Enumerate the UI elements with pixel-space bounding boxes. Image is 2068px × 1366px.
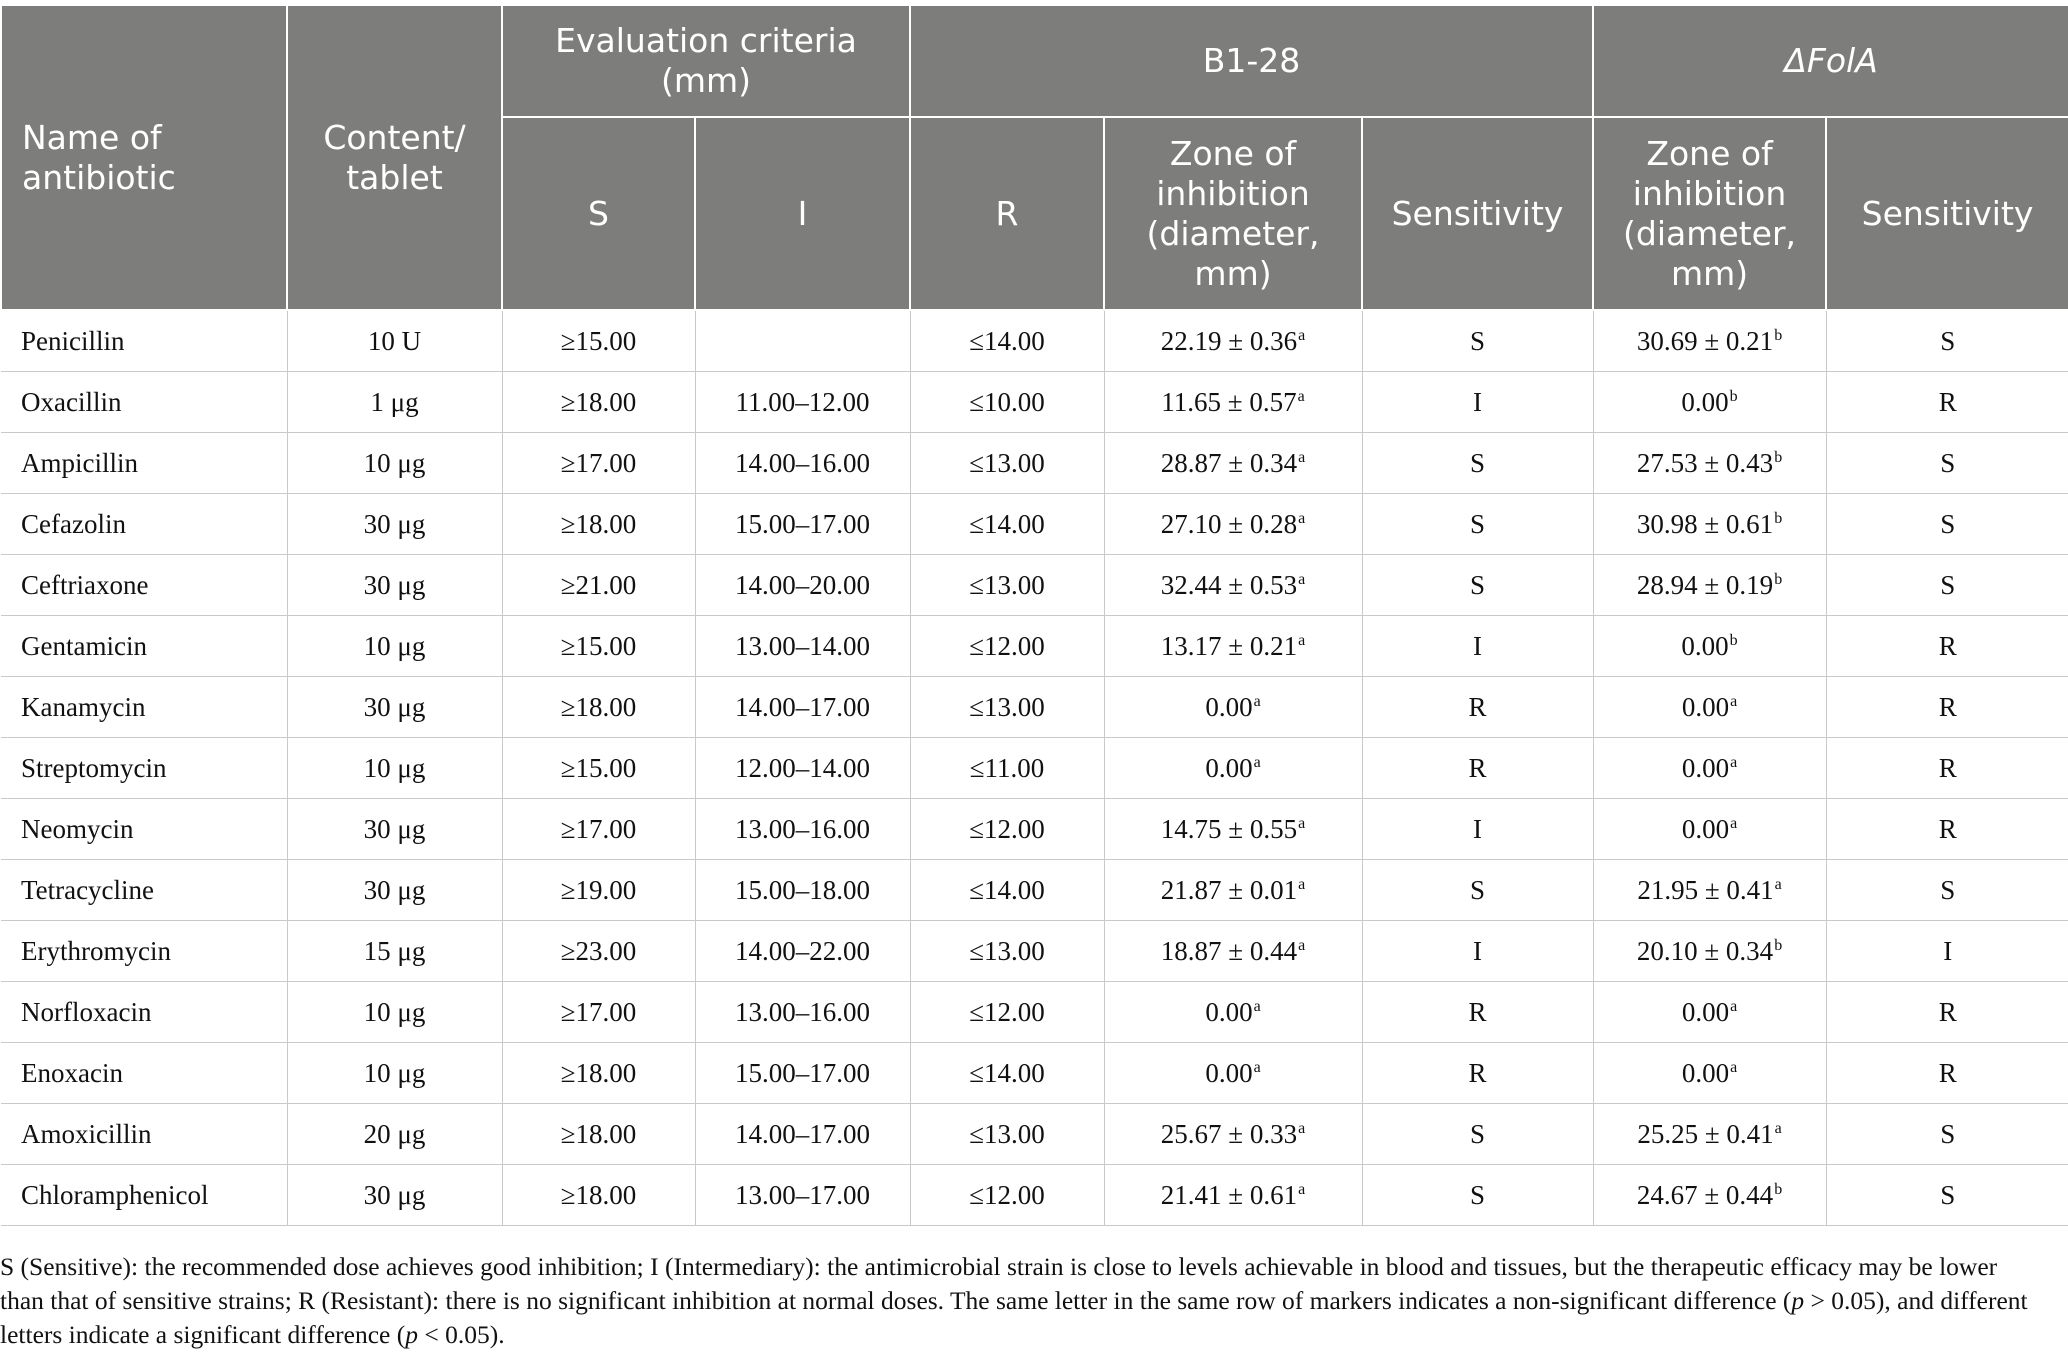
- header-evaluation-criteria: Evaluation criteria (mm): [502, 5, 910, 117]
- significance-letter: a: [1730, 753, 1738, 771]
- cell-content: 10 μg: [287, 616, 502, 677]
- significance-letter: b: [1729, 387, 1738, 405]
- cell-fola-sensitivity: R: [1826, 372, 2068, 433]
- cell-content: 1 μg: [287, 372, 502, 433]
- significance-letter: b: [1774, 570, 1783, 588]
- table-row: [1, 738, 2068, 799]
- cell-content: 30 μg: [287, 555, 502, 616]
- cell-antibiotic-name: Erythromycin: [1, 921, 287, 982]
- cell-fola-sensitivity: S: [1826, 310, 2068, 372]
- table-row: [1, 860, 2068, 921]
- significance-letter: a: [1730, 814, 1738, 832]
- cell-criteria-s: ≥18.00: [502, 1165, 695, 1226]
- cell-fola-sensitivity: R: [1826, 982, 2068, 1043]
- table-row: [1, 616, 2068, 677]
- cell-antibiotic-name: Enoxacin: [1, 1043, 287, 1104]
- cell-b1-28-zone: 0.00$^a$: [1104, 738, 1362, 799]
- cell-b1-28-sensitivity: S: [1362, 494, 1593, 555]
- significance-letter: a: [1774, 875, 1782, 893]
- cell-antibiotic-name: Penicillin: [1, 310, 287, 372]
- significance-letter: a: [1298, 326, 1306, 344]
- cell-criteria-r: ≤13.00: [910, 677, 1104, 738]
- significance-letter: a: [1730, 1058, 1738, 1076]
- cell-antibiotic-name: Ampicillin: [1, 433, 287, 494]
- cell-antibiotic-name: Ceftriaxone: [1, 555, 287, 616]
- cell-criteria-r: ≤14.00: [910, 1043, 1104, 1104]
- table-row: [1, 982, 2068, 1043]
- cell-b1-28-sensitivity: I: [1362, 372, 1593, 433]
- cell-antibiotic-name: Kanamycin: [1, 677, 287, 738]
- cell-antibiotic-name: Oxacillin: [1, 372, 287, 433]
- header-fola-zone: Zone of inhibition (diameter, mm): [1593, 117, 1826, 310]
- header-b1-28: B1-28: [910, 5, 1593, 117]
- cell-criteria-i: 13.00–16.00: [695, 982, 910, 1043]
- cell-criteria-s: ≥15.00: [502, 616, 695, 677]
- table-row: [1, 1104, 2068, 1165]
- cell-criteria-s: ≥19.00: [502, 860, 695, 921]
- cell-b1-28-zone: 18.87 ± 0.44$^a$: [1104, 921, 1362, 982]
- cell-criteria-s: ≥23.00: [502, 921, 695, 982]
- cell-fola-zone: 27.53 ± 0.43$^b$: [1593, 433, 1826, 494]
- header-i: I: [695, 117, 910, 310]
- cell-antibiotic-name: Norfloxacin: [1, 982, 287, 1043]
- cell-b1-28-sensitivity: S: [1362, 1104, 1593, 1165]
- significance-letter: a: [1298, 875, 1306, 893]
- cell-fola-sensitivity: S: [1826, 433, 2068, 494]
- cell-b1-28-zone: 14.75 ± 0.55$^a$: [1104, 799, 1362, 860]
- cell-fola-sensitivity: S: [1826, 1165, 2068, 1226]
- cell-criteria-i: 14.00–20.00: [695, 555, 910, 616]
- cell-b1-28-zone: 0.00$^a$: [1104, 677, 1362, 738]
- cell-criteria-s: ≥15.00: [502, 738, 695, 799]
- cell-fola-sensitivity: R: [1826, 1043, 2068, 1104]
- significance-letter: a: [1298, 1119, 1306, 1137]
- header-content-per-tablet: Content/ tablet: [287, 5, 502, 310]
- cell-criteria-r: ≤14.00: [910, 860, 1104, 921]
- cell-criteria-i: 13.00–16.00: [695, 799, 910, 860]
- cell-criteria-s: ≥21.00: [502, 555, 695, 616]
- header-fola-sensitivity: Sensitivity: [1826, 117, 2068, 310]
- cell-criteria-i: 14.00–17.00: [695, 1104, 910, 1165]
- significance-letter: a: [1298, 631, 1306, 649]
- antibiotic-sensitivity-table: [0, 4, 2068, 1226]
- cell-criteria-s: ≥17.00: [502, 799, 695, 860]
- cell-criteria-i: 15.00–17.00: [695, 1043, 910, 1104]
- cell-content: 15 μg: [287, 921, 502, 982]
- cell-criteria-i: 14.00–17.00: [695, 677, 910, 738]
- significance-letter: b: [1774, 1180, 1783, 1198]
- cell-criteria-r: ≤13.00: [910, 433, 1104, 494]
- significance-letter: a: [1298, 509, 1306, 527]
- cell-antibiotic-name: Tetracycline: [1, 860, 287, 921]
- cell-criteria-s: ≥18.00: [502, 677, 695, 738]
- cell-content: 30 μg: [287, 860, 502, 921]
- cell-b1-28-zone: 25.67 ± 0.33$^a$: [1104, 1104, 1362, 1165]
- cell-b1-28-zone: 0.00$^a$: [1104, 982, 1362, 1043]
- cell-b1-28-zone: 28.87 ± 0.34$^a$: [1104, 433, 1362, 494]
- cell-criteria-i: [695, 310, 910, 372]
- cell-fola-zone: 0.00$^a$: [1593, 738, 1826, 799]
- cell-fola-zone: 28.94 ± 0.19$^b$: [1593, 555, 1826, 616]
- cell-fola-sensitivity: S: [1826, 1104, 2068, 1165]
- cell-content: 20 μg: [287, 1104, 502, 1165]
- cell-criteria-r: ≤11.00: [910, 738, 1104, 799]
- cell-fola-sensitivity: R: [1826, 616, 2068, 677]
- significance-letter: a: [1253, 1058, 1261, 1076]
- cell-criteria-i: 12.00–14.00: [695, 738, 910, 799]
- cell-antibiotic-name: Neomycin: [1, 799, 287, 860]
- significance-letter: a: [1297, 387, 1305, 405]
- cell-fola-zone: 0.00$^b$: [1593, 372, 1826, 433]
- cell-fola-sensitivity: R: [1826, 738, 2068, 799]
- header-s: S: [502, 117, 695, 310]
- cell-criteria-r: ≤12.00: [910, 799, 1104, 860]
- cell-criteria-i: 14.00–16.00: [695, 433, 910, 494]
- cell-content: 30 μg: [287, 494, 502, 555]
- cell-fola-zone: 20.10 ± 0.34$^b$: [1593, 921, 1826, 982]
- significance-letter: b: [1729, 631, 1738, 649]
- cell-criteria-s: ≥17.00: [502, 433, 695, 494]
- significance-letter: a: [1730, 997, 1738, 1015]
- cell-fola-zone: 0.00$^a$: [1593, 1043, 1826, 1104]
- table-row: [1, 921, 2068, 982]
- table-row: [1, 372, 2068, 433]
- cell-fola-zone: 25.25 ± 0.41$^a$: [1593, 1104, 1826, 1165]
- cell-criteria-r: ≤12.00: [910, 982, 1104, 1043]
- cell-b1-28-sensitivity: R: [1362, 738, 1593, 799]
- cell-criteria-r: ≤12.00: [910, 1165, 1104, 1226]
- header-fola: ΔFolA: [1593, 5, 2068, 117]
- significance-letter: a: [1774, 1119, 1782, 1137]
- cell-b1-28-sensitivity: I: [1362, 799, 1593, 860]
- table-row: [1, 799, 2068, 860]
- cell-b1-28-zone: 0.00$^a$: [1104, 1043, 1362, 1104]
- header-b1-28-zone: Zone of inhibition (diameter, mm): [1104, 117, 1362, 310]
- cell-criteria-s: ≥17.00: [502, 982, 695, 1043]
- significance-letter: a: [1253, 753, 1261, 771]
- cell-criteria-i: 15.00–18.00: [695, 860, 910, 921]
- cell-antibiotic-name: Cefazolin: [1, 494, 287, 555]
- cell-b1-28-zone: 13.17 ± 0.21$^a$: [1104, 616, 1362, 677]
- cell-fola-zone: 0.00$^a$: [1593, 677, 1826, 738]
- cell-b1-28-sensitivity: R: [1362, 982, 1593, 1043]
- cell-content: 30 μg: [287, 1165, 502, 1226]
- significance-letter: b: [1774, 448, 1783, 466]
- significance-letter: a: [1298, 1180, 1306, 1198]
- cell-criteria-s: ≥18.00: [502, 1104, 695, 1165]
- significance-letter: a: [1730, 692, 1738, 710]
- table-row: [1, 1043, 2068, 1104]
- cell-fola-sensitivity: R: [1826, 677, 2068, 738]
- header-b1-28-sensitivity: Sensitivity: [1362, 117, 1593, 310]
- header-r: R: [910, 117, 1104, 310]
- cell-antibiotic-name: Gentamicin: [1, 616, 287, 677]
- cell-b1-28-zone: 27.10 ± 0.28$^a$: [1104, 494, 1362, 555]
- table-row: [1, 677, 2068, 738]
- cell-b1-28-zone: 11.65 ± 0.57$^a$: [1104, 372, 1362, 433]
- cell-criteria-s: ≥15.00: [502, 310, 695, 372]
- table-body: [1, 310, 2068, 1226]
- cell-criteria-i: 11.00–12.00: [695, 372, 910, 433]
- cell-fola-sensitivity: I: [1826, 921, 2068, 982]
- cell-criteria-s: ≥18.00: [502, 494, 695, 555]
- table-row: [1, 1165, 2068, 1226]
- cell-criteria-s: ≥18.00: [502, 1043, 695, 1104]
- cell-criteria-i: 15.00–17.00: [695, 494, 910, 555]
- cell-criteria-r: ≤14.00: [910, 494, 1104, 555]
- cell-b1-28-sensitivity: R: [1362, 677, 1593, 738]
- cell-criteria-r: ≤13.00: [910, 1104, 1104, 1165]
- significance-letter: a: [1253, 997, 1261, 1015]
- significance-letter: b: [1774, 326, 1783, 344]
- significance-letter: a: [1298, 570, 1306, 588]
- significance-letter: a: [1298, 448, 1306, 466]
- cell-criteria-s: ≥18.00: [502, 372, 695, 433]
- cell-b1-28-sensitivity: R: [1362, 1043, 1593, 1104]
- cell-criteria-i: 13.00–17.00: [695, 1165, 910, 1226]
- cell-fola-sensitivity: S: [1826, 860, 2068, 921]
- cell-fola-sensitivity: S: [1826, 555, 2068, 616]
- table-row: [1, 310, 2068, 372]
- cell-fola-zone: 24.67 ± 0.44$^b$: [1593, 1165, 1826, 1226]
- table-row: [1, 494, 2068, 555]
- cell-fola-zone: 30.69 ± 0.21$^b$: [1593, 310, 1826, 372]
- table-row: [1, 433, 2068, 494]
- cell-b1-28-zone: 22.19 ± 0.36$^a$: [1104, 310, 1362, 372]
- cell-fola-zone: 0.00$^a$: [1593, 982, 1826, 1043]
- cell-b1-28-sensitivity: S: [1362, 433, 1593, 494]
- cell-content: 10 U: [287, 310, 502, 372]
- cell-content: 10 μg: [287, 738, 502, 799]
- cell-b1-28-sensitivity: S: [1362, 1165, 1593, 1226]
- cell-b1-28-zone: 32.44 ± 0.53$^a$: [1104, 555, 1362, 616]
- cell-content: 30 μg: [287, 677, 502, 738]
- cell-fola-zone: 30.98 ± 0.61$^b$: [1593, 494, 1826, 555]
- significance-letter: b: [1774, 509, 1783, 527]
- significance-letter: a: [1298, 936, 1306, 954]
- cell-content: 10 μg: [287, 433, 502, 494]
- cell-fola-zone: 0.00$^a$: [1593, 799, 1826, 860]
- cell-b1-28-sensitivity: I: [1362, 921, 1593, 982]
- cell-b1-28-sensitivity: S: [1362, 860, 1593, 921]
- significance-letter: a: [1298, 814, 1306, 832]
- cell-antibiotic-name: Streptomycin: [1, 738, 287, 799]
- cell-criteria-r: ≤13.00: [910, 555, 1104, 616]
- cell-antibiotic-name: Amoxicillin: [1, 1104, 287, 1165]
- cell-content: 30 μg: [287, 799, 502, 860]
- cell-criteria-i: 13.00–14.00: [695, 616, 910, 677]
- table-row: [1, 555, 2068, 616]
- cell-b1-28-sensitivity: S: [1362, 310, 1593, 372]
- cell-fola-zone: 0.00$^b$: [1593, 616, 1826, 677]
- cell-b1-28-sensitivity: S: [1362, 555, 1593, 616]
- header-name-of-antibiotic: Name of antibiotic: [1, 5, 287, 310]
- cell-antibiotic-name: Chloramphenicol: [1, 1165, 287, 1226]
- cell-criteria-i: 14.00–22.00: [695, 921, 910, 982]
- cell-content: 10 μg: [287, 1043, 502, 1104]
- cell-fola-sensitivity: S: [1826, 494, 2068, 555]
- cell-content: 10 μg: [287, 982, 502, 1043]
- cell-b1-28-zone: 21.87 ± 0.01$^a$: [1104, 860, 1362, 921]
- cell-fola-sensitivity: R: [1826, 799, 2068, 860]
- cell-criteria-r: ≤12.00: [910, 616, 1104, 677]
- significance-letter: a: [1253, 692, 1261, 710]
- cell-fola-zone: 21.95 ± 0.41$^a$: [1593, 860, 1826, 921]
- cell-criteria-r: ≤13.00: [910, 921, 1104, 982]
- cell-b1-28-sensitivity: I: [1362, 616, 1593, 677]
- cell-criteria-r: ≤14.00: [910, 310, 1104, 372]
- cell-b1-28-zone: 21.41 ± 0.61$^a$: [1104, 1165, 1362, 1226]
- table-footnote: S (Sensitive): the recommended dose achieves good inhibition; I (Intermediary): the antimicrobial strain is close to levels achievable in blood and tissues, but the therapeutic efficacy may be lower than that of sensitive strains; R (Resistant): there is no significant inhibition at normal doses. The same letter in the same row of markers indicates a non-significant difference (p > 0.05), and different letters indicate a significant difference (p < 0.05).: [0, 1252, 2028, 1349]
- cell-criteria-r: ≤10.00: [910, 372, 1104, 433]
- significance-letter: b: [1774, 936, 1783, 954]
